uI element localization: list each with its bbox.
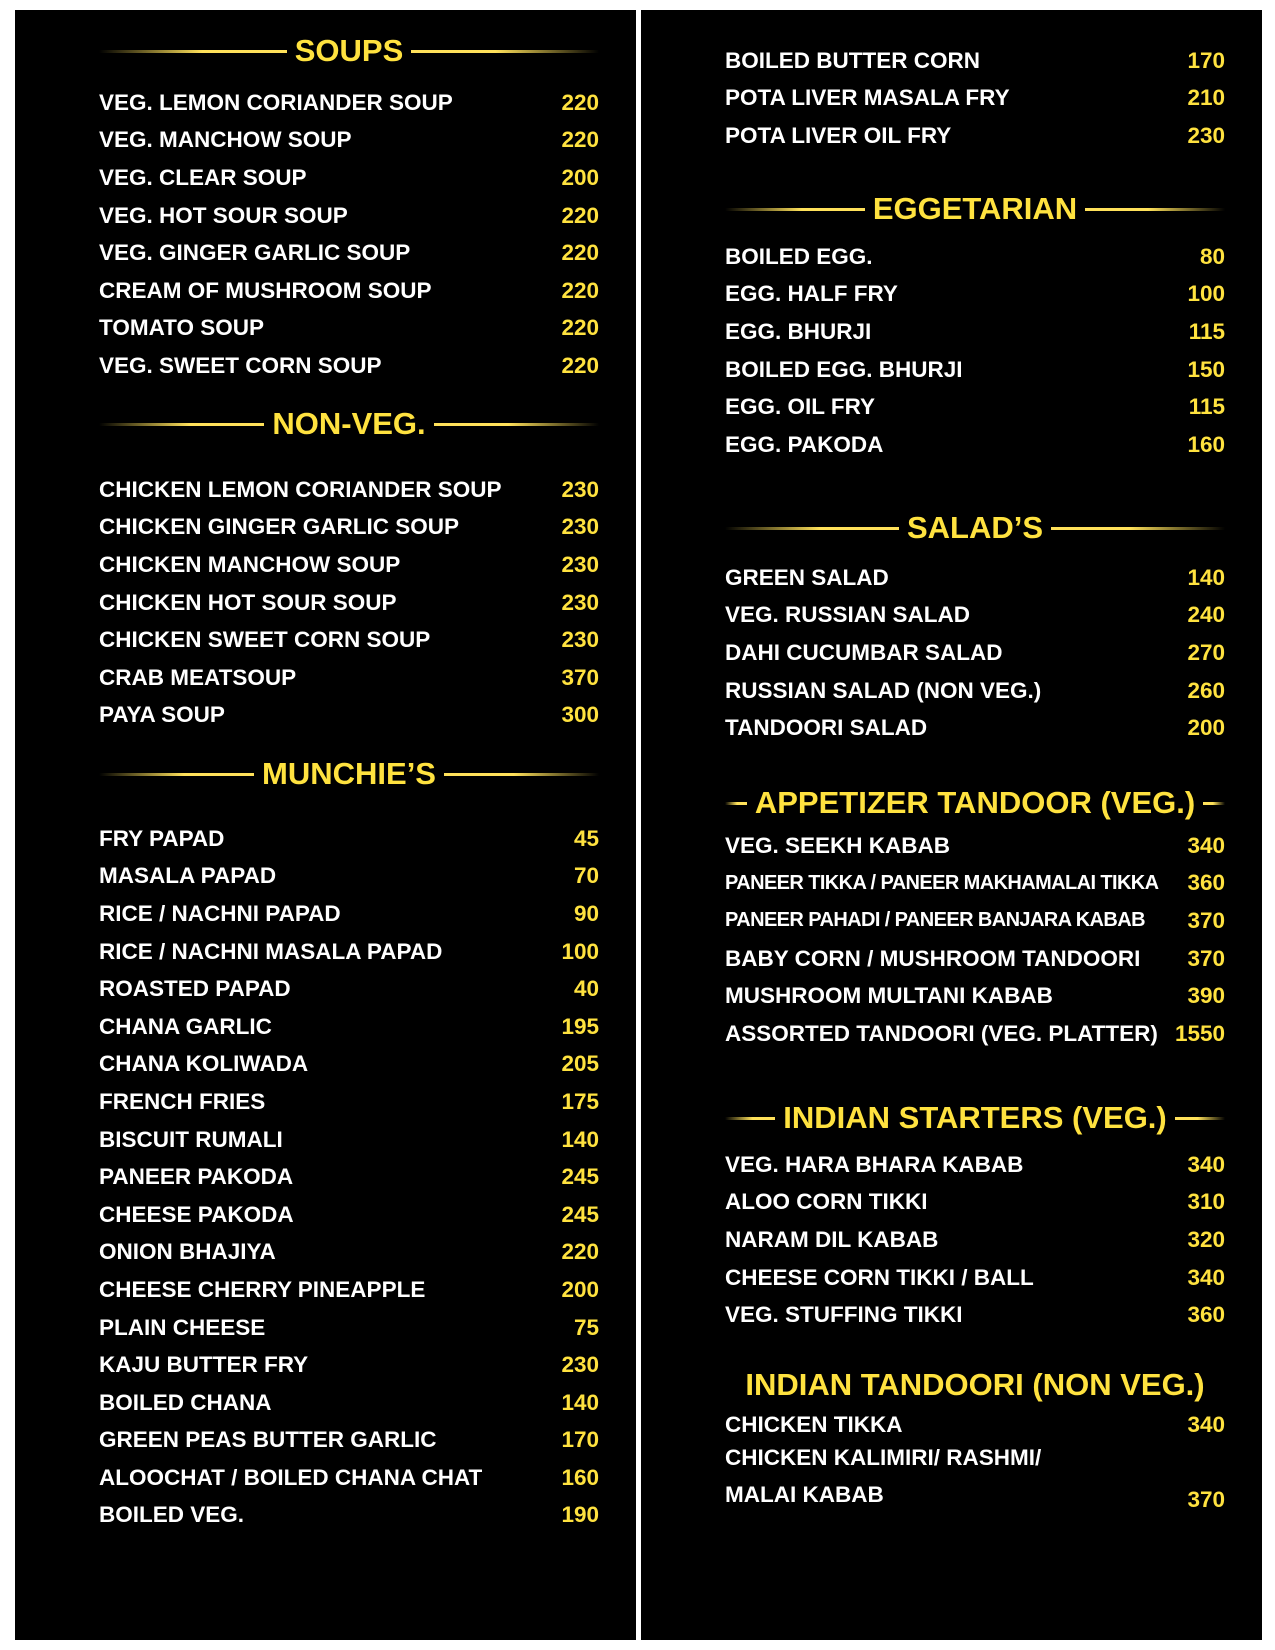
item-price: 390	[1187, 983, 1225, 1009]
item-price: 230	[561, 476, 599, 502]
item-price: 175	[561, 1088, 599, 1114]
item-price: 230	[561, 627, 599, 653]
menu-item	[725, 827, 1225, 865]
item-name: CRAB MEATSOUP	[99, 664, 297, 690]
item-name: CHEESE CHERRY PINEAPPLE	[99, 1276, 426, 1302]
item-name: CREAM OF MUSHROOM SOUP	[99, 277, 432, 303]
item-price: 220	[561, 240, 599, 266]
header-rule	[444, 773, 599, 776]
item-price: 340	[1187, 1151, 1225, 1177]
item-price: 220	[561, 202, 599, 228]
menu-item	[725, 1184, 1225, 1222]
item-price: 340	[1187, 832, 1225, 858]
item-price: 300	[561, 702, 599, 728]
menu-item	[99, 584, 599, 622]
item-price: 245	[561, 1164, 599, 1190]
menu-item	[99, 197, 599, 235]
item-price: 245	[561, 1201, 599, 1227]
item-name: EGG. HALF FRY	[725, 281, 898, 307]
item-name: CHEESE CORN TIKKI / BALL	[725, 1264, 1034, 1290]
header-rule	[99, 423, 264, 426]
menu-item	[99, 858, 599, 896]
section-header-non-veg	[99, 407, 599, 441]
item-name: VEG. LEMON CORIANDER SOUP	[99, 89, 453, 115]
menu-item	[725, 426, 1225, 464]
misc-list	[725, 42, 1225, 155]
menu-item	[725, 117, 1225, 155]
item-name: GREEN PEAS BUTTER GARLIC	[99, 1427, 437, 1453]
menu-item	[725, 865, 1225, 903]
item-price: 90	[573, 900, 599, 926]
item-name: TANDOORI SALAD	[725, 715, 928, 741]
item-price: 200	[1187, 715, 1225, 741]
item-name: PANEER TIKKA / PANEER MAKHAMALAI TIKKA	[725, 871, 1159, 894]
menu-item	[725, 634, 1225, 672]
item-price: 220	[561, 1239, 599, 1265]
menu-item	[99, 122, 599, 160]
item-price: 220	[561, 127, 599, 153]
menu-item	[99, 234, 599, 272]
item-name: VEG. HOT SOUR SOUP	[99, 202, 348, 228]
item-name: BABY CORN / MUSHROOM TANDOORI	[725, 945, 1141, 971]
header-rule	[725, 527, 899, 530]
item-name: ALOOCHAT / BOILED CHANA CHAT	[99, 1464, 483, 1490]
salads-list	[725, 559, 1225, 747]
item-name: POTA LIVER MASALA FRY	[725, 85, 1010, 111]
menu-item	[99, 697, 599, 735]
menu-item	[99, 84, 599, 122]
item-price: 200	[561, 164, 599, 190]
item-name: FRENCH FRIES	[99, 1088, 266, 1114]
menu-item	[725, 1015, 1225, 1053]
item-name: PANEER PAKODA	[99, 1164, 294, 1190]
item-price: 220	[561, 352, 599, 378]
item-price: 1550	[1174, 1020, 1225, 1046]
menu-item	[99, 509, 599, 547]
menu-item	[725, 559, 1225, 597]
menu-item	[99, 820, 599, 858]
item-price: 230	[561, 514, 599, 540]
item-name: CHICKEN HOT SOUR SOUP	[99, 589, 397, 615]
menu-item	[99, 1309, 599, 1347]
section-header-soups	[99, 34, 599, 68]
menu-item	[725, 238, 1225, 276]
item-price: 205	[561, 1051, 599, 1077]
item-price: 370	[1187, 945, 1225, 971]
menu-item	[99, 933, 599, 971]
item-price: 240	[1187, 602, 1225, 628]
header-rule	[1085, 208, 1225, 211]
item-name: DAHI CUCUMBAR SALAD	[725, 639, 1003, 665]
item-price: 220	[561, 277, 599, 303]
item-price: 140	[1187, 564, 1225, 590]
item-name: TOMATO SOUP	[99, 315, 265, 341]
item-name: BOILED CHANA	[99, 1389, 272, 1415]
item-name: CHICKEN MANCHOW SOUP	[99, 551, 401, 577]
non-veg-soups-list	[99, 471, 599, 734]
menu-item	[99, 272, 599, 310]
eggetarian-list	[725, 238, 1225, 464]
item-price: 340	[1187, 1264, 1225, 1290]
item-price: 340	[1187, 1411, 1225, 1437]
menu-item	[725, 1259, 1225, 1297]
section-header-salads	[725, 511, 1225, 545]
section-title: INDIAN STARTERS (VEG.)	[783, 1100, 1167, 1135]
section-title: SALAD’S	[906, 510, 1044, 545]
item-name: VEG. CLEAR SOUP	[99, 164, 307, 190]
item-price: 210	[1187, 85, 1225, 111]
item-price: 170	[561, 1427, 599, 1453]
header-rule	[1175, 1117, 1225, 1120]
item-name: KAJU BUTTER FRY	[99, 1352, 309, 1378]
item-name: CHICKEN KALIMIRI/ RASHMI/ MALAI KABAB	[725, 1444, 1042, 1507]
item-price: 190	[561, 1502, 599, 1528]
item-name: BOILED BUTTER CORN	[725, 47, 980, 73]
item-price: 360	[1187, 870, 1225, 896]
section-title: NON-VEG.	[272, 406, 426, 441]
section-header-indian-starters-veg	[725, 1101, 1225, 1135]
menu-item	[725, 597, 1225, 635]
item-name: ASSORTED TANDOORI (VEG. PLATTER)	[725, 1020, 1158, 1046]
item-price: 160	[561, 1464, 599, 1490]
item-price: 260	[1187, 677, 1225, 703]
menu-item	[99, 895, 599, 933]
item-name: CHANA GARLIC	[99, 1013, 272, 1039]
header-rule	[411, 50, 599, 53]
item-name: NARAM DIL KABAB	[725, 1226, 939, 1252]
header-rule	[99, 50, 287, 53]
menu-item	[99, 1422, 599, 1460]
menu-item	[725, 902, 1225, 940]
item-name: ONION BHAJIYA	[99, 1239, 276, 1265]
menu-item	[99, 1271, 599, 1309]
item-price: 140	[561, 1389, 599, 1415]
item-name: EGG. PAKODA	[725, 431, 884, 457]
menu-item	[99, 1158, 599, 1196]
item-price: 40	[573, 976, 599, 1002]
item-name: VEG. MANCHOW SOUP	[99, 127, 352, 153]
menu-item	[725, 351, 1225, 389]
menu-item	[99, 546, 599, 584]
header-rule	[99, 773, 254, 776]
item-name: VEG. RUSSIAN SALAD	[725, 602, 971, 628]
menu-item	[725, 672, 1225, 710]
item-name: VEG. HARA BHARA KABAB	[725, 1151, 1024, 1177]
menu-item	[725, 1221, 1225, 1259]
header-rule	[725, 802, 747, 805]
item-name: VEG. STUFFING TIKKI	[725, 1302, 963, 1328]
item-price: 200	[561, 1276, 599, 1302]
menu-item	[99, 1121, 599, 1159]
header-rule	[725, 1117, 775, 1120]
menu-item	[99, 970, 599, 1008]
menu-item	[99, 347, 599, 385]
item-price: 150	[1187, 356, 1225, 382]
menu-item	[725, 977, 1225, 1015]
item-name: FRY PAPAD	[99, 825, 225, 851]
menu-item	[725, 1296, 1225, 1334]
menu-item	[725, 42, 1225, 80]
item-name: ROASTED PAPAD	[99, 976, 291, 1002]
menu-item	[725, 313, 1225, 351]
menu-item	[99, 1083, 599, 1121]
item-price: 100	[1187, 281, 1225, 307]
section-header-indian-tandoori-non-veg	[725, 1368, 1225, 1402]
left-menu-panel	[15, 10, 636, 1640]
item-name: MASALA PAPAD	[99, 863, 277, 889]
section-header-eggetarian	[725, 192, 1225, 226]
menu-item	[99, 1384, 599, 1422]
item-price: 100	[561, 938, 599, 964]
item-price: 370	[1187, 907, 1225, 933]
menu-item	[99, 159, 599, 197]
header-rule	[725, 208, 865, 211]
item-name: MUSHROOM MULTANI KABAB	[725, 983, 1053, 1009]
item-name: RICE / NACHNI MASALA PAPAD	[99, 938, 443, 964]
item-name: ALOO CORN TIKKI	[725, 1189, 928, 1215]
menu-item	[99, 1234, 599, 1272]
item-price: 230	[561, 551, 599, 577]
item-name: BOILED EGG. BHURJI	[725, 356, 963, 382]
menu-item	[99, 1459, 599, 1497]
soups-list	[99, 84, 599, 385]
item-price: 70	[573, 863, 599, 889]
item-price: 160	[1187, 431, 1225, 457]
menu-item	[99, 1196, 599, 1234]
item-name: CHICKEN GINGER GARLIC SOUP	[99, 514, 460, 540]
item-price: 360	[1187, 1302, 1225, 1328]
item-price: 220	[561, 89, 599, 115]
item-price: 370	[1187, 1486, 1225, 1512]
menu-item	[725, 1444, 1225, 1519]
item-name: VEG. GINGER GARLIC SOUP	[99, 240, 411, 266]
item-price: 115	[1188, 318, 1225, 344]
item-price: 140	[561, 1126, 599, 1152]
item-name: BISCUIT RUMALI	[99, 1126, 283, 1152]
header-rule	[434, 423, 599, 426]
menu-item	[725, 388, 1225, 426]
menu-item	[99, 1497, 599, 1535]
item-name: CHICKEN SWEET CORN SOUP	[99, 627, 431, 653]
item-name: PAYA SOUP	[99, 702, 225, 728]
item-name: BOILED EGG.	[725, 243, 873, 269]
item-name: EGG. OIL FRY	[725, 394, 876, 420]
item-name: CHICKEN LEMON CORIANDER SOUP	[99, 476, 502, 502]
menu-item	[99, 659, 599, 697]
item-name: CHEESE PAKODA	[99, 1201, 294, 1227]
item-name: VEG. SEEKH KABAB	[725, 832, 951, 858]
section-header-munchies	[99, 757, 599, 791]
header-rule	[1203, 802, 1225, 805]
item-price: 320	[1187, 1226, 1225, 1252]
item-price: 270	[1187, 639, 1225, 665]
section-title: EGGETARIAN	[872, 191, 1078, 226]
item-name: BOILED VEG.	[99, 1502, 245, 1528]
item-price: 170	[1187, 47, 1225, 73]
menu-item	[99, 1008, 599, 1046]
item-price: 230	[1187, 122, 1225, 148]
item-name: GREEN SALAD	[725, 564, 889, 590]
right-menu-panel	[641, 10, 1262, 1640]
menu-item	[99, 1346, 599, 1384]
item-price: 220	[561, 315, 599, 341]
item-name: CHANA KOLIWADA	[99, 1051, 309, 1077]
section-title: SOUPS	[294, 33, 404, 68]
item-name: VEG. SWEET CORN SOUP	[99, 352, 382, 378]
item-price: 310	[1187, 1189, 1225, 1215]
menu-item	[725, 276, 1225, 314]
item-price: 230	[561, 1352, 599, 1378]
item-name: PLAIN CHEESE	[99, 1314, 266, 1340]
indian-tandoori-non-veg-list	[725, 1406, 1225, 1519]
menu-item	[725, 80, 1225, 118]
item-price: 195	[561, 1013, 599, 1039]
item-price: 230	[561, 589, 599, 615]
indian-starters-list	[725, 1146, 1225, 1334]
item-name: RUSSIAN SALAD (NON VEG.)	[725, 677, 1042, 703]
item-name: PANEER PAHADI / PANEER BANJARA KABAB	[725, 909, 1145, 932]
menu-item	[725, 709, 1225, 747]
item-name: RICE / NACHNI PAPAD	[99, 900, 341, 926]
item-price: 45	[573, 825, 599, 851]
menu-item	[725, 940, 1225, 978]
menu-item	[99, 621, 599, 659]
section-title: INDIAN TANDOORI (NON VEG.)	[745, 1367, 1205, 1402]
section-title: MUNCHIE’S	[262, 756, 436, 791]
menu-item	[99, 1046, 599, 1084]
item-price: 370	[561, 664, 599, 690]
item-price: 80	[1199, 243, 1225, 269]
appetizer-tandoor-list	[725, 827, 1225, 1053]
section-header-appetizer-tandoor-veg	[725, 786, 1225, 820]
menu-item	[99, 471, 599, 509]
munchies-list	[99, 820, 599, 1534]
item-name: CHICKEN TIKKA	[725, 1411, 903, 1437]
item-price: 115	[1188, 394, 1225, 420]
item-name: EGG. BHURJI	[725, 318, 872, 344]
item-name: POTA LIVER OIL FRY	[725, 122, 952, 148]
menu-item	[99, 310, 599, 348]
header-rule	[1051, 527, 1225, 530]
menu-item	[725, 1146, 1225, 1184]
item-price: 75	[573, 1314, 599, 1340]
section-title: APPETIZER TANDOOR (VEG.)	[754, 785, 1196, 820]
